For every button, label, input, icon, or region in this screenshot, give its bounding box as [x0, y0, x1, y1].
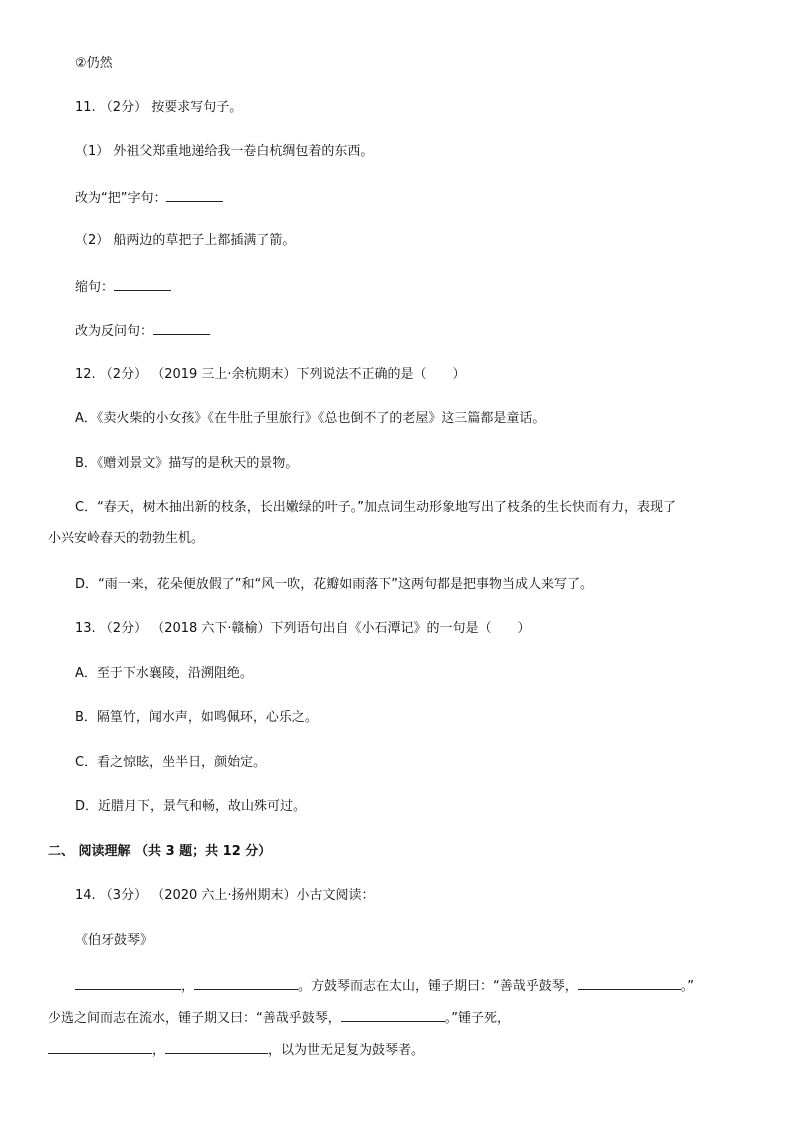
text: A．至于下水襄陵，沿溯阻绝。 [75, 666, 253, 681]
answer-blank[interactable] [75, 976, 181, 990]
text: C．看之惊眩，坐半日，颜始定。 [75, 755, 267, 770]
q12-option-b [75, 455, 298, 473]
line-option-2 [75, 55, 113, 73]
text: C．“春天，树木抽出新的枝条，长出嫩绿的叶子。”加点词生动形象地写出了枝条的生长快而有力，表现了 [75, 500, 677, 515]
text: 小兴安岭春天的勃勃生机。 [48, 531, 205, 546]
text: 少选之间而志在流水，锺子期又曰：“善哉乎鼓琴， [48, 1011, 341, 1026]
answer-blank[interactable] [48, 1040, 152, 1054]
text: 改为反问句： [75, 324, 154, 339]
q13-option-b [75, 709, 318, 727]
text: ， [181, 979, 195, 994]
text: ②仍然 [75, 56, 113, 71]
answer-blank[interactable] [165, 1040, 268, 1054]
q11-ba-sentence [75, 188, 223, 208]
passage-title [75, 932, 153, 950]
text: 14. （3分） （2020 六上·扬州期末）小古文阅读： [75, 888, 375, 903]
question-14-heading [75, 887, 375, 905]
passage-line-1 [75, 976, 694, 996]
answer-blank[interactable] [166, 188, 223, 202]
text: D．近腊月下，景气和畅，故山殊可过。 [75, 799, 307, 814]
question-12-heading [75, 366, 466, 384]
answer-blank[interactable] [153, 321, 210, 335]
q12-option-d [75, 576, 593, 594]
answer-blank[interactable] [114, 277, 171, 291]
text: A．《卖火柴的小女孩》《在牛肚子里旅行》《总也倒不了的老屋》这三篇都是童话。 [75, 411, 546, 426]
text: （2） 船两边的草把子上都插满了箭。 [75, 233, 296, 248]
q12-option-c [75, 499, 676, 517]
question-11-heading [75, 99, 242, 117]
text: ，以为世无足复为鼓琴者。 [268, 1043, 425, 1058]
passage-line-2 [48, 1008, 510, 1028]
text: 二、 阅读理解 （共 3 题；共 12 分） [48, 844, 272, 859]
answer-blank[interactable] [578, 976, 681, 990]
q13-option-a [75, 665, 253, 683]
text: 缩句： [75, 280, 115, 295]
text: 《伯牙鼓琴》 [75, 933, 154, 948]
text: B．隔篁竹，闻水声，如鸣佩环，心乐之。 [75, 710, 318, 725]
text: 12. （2分） （2019 三上·余杭期末）下列说法不正确的是（ ） [75, 367, 466, 382]
text: 改为“把”字句： [75, 191, 167, 206]
text: D．“雨一来，花朵便放假了”和“风一吹，花瓣如雨落下”这两句都是把事物当成人来写了。 [75, 577, 593, 592]
text: 。” [680, 979, 695, 994]
text: 。”锺子死， [444, 1011, 510, 1026]
q12-option-a [75, 410, 545, 428]
q11-part-2 [75, 232, 295, 250]
text: 。方鼓琴而志在太山，锺子期曰：“善哉乎鼓琴， [298, 979, 578, 994]
q13-option-c [75, 754, 266, 772]
answer-blank[interactable] [341, 1008, 445, 1022]
q11-rhetorical [75, 321, 210, 341]
text: 11. （2分） 按要求写句子。 [75, 100, 243, 115]
q13-option-d [75, 798, 306, 816]
question-13-heading [75, 620, 531, 638]
q11-part-1 [75, 143, 373, 161]
passage-line-3 [48, 1040, 424, 1060]
text: B．《赠刘景文》描写的是秋天的景物。 [75, 456, 299, 471]
text: ， [152, 1043, 166, 1058]
section-2-heading [48, 843, 271, 861]
text: 13. （2分） （2018 六下·赣榆）下列语句出自《小石潭记》的一句是（ ） [75, 621, 531, 636]
answer-blank[interactable] [194, 976, 298, 990]
text: （1） 外祖父郑重地递给我一卷白杭绸包着的东西。 [75, 144, 374, 159]
q11-shorten [75, 277, 171, 297]
q12-option-c-cont [48, 530, 204, 548]
